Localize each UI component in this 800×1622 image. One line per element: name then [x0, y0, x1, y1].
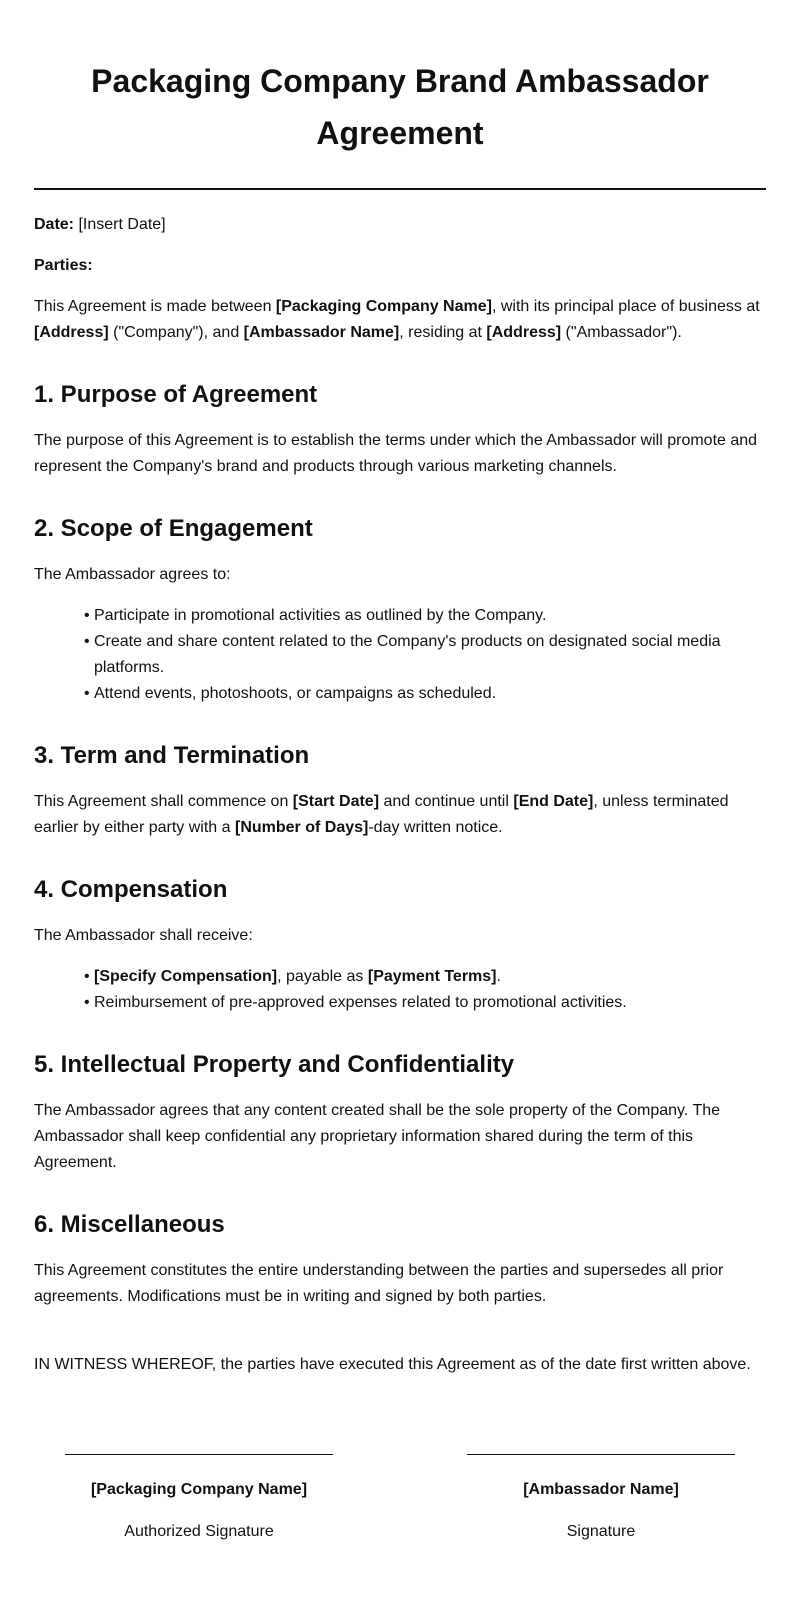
term-start-date: [Start Date] [292, 793, 380, 810]
intro-paragraph [34, 294, 766, 346]
term-text-4: -day written notice. [368, 819, 503, 836]
term-text-2: and continue until [379, 793, 514, 810]
term-text-1: This Agreement shall commence on [34, 793, 293, 810]
intro-text-1: This Agreement is made between [34, 298, 276, 315]
section-term [34, 740, 766, 841]
signature-area [34, 1454, 766, 1545]
intro-company: [Packaging Company Name] [275, 298, 492, 315]
bullet-glyph: • [84, 968, 90, 985]
intro-address-1: [Address] [34, 324, 109, 341]
signature-line [65, 1454, 333, 1455]
list-item [84, 681, 766, 707]
intro-text-2: , with its principal place of business at [491, 298, 760, 315]
signatory-role: Signature [566, 1523, 636, 1540]
compensation-text: , payable as [277, 968, 368, 985]
section-heading: 6. Miscellaneous [34, 1211, 225, 1238]
section-ip [34, 1049, 766, 1176]
list-item-text: Create and share content related to the Company's products on designated social media platforms. [94, 633, 721, 676]
list-item-text: Attend events, photoshoots, or campaigns as scheduled. [94, 685, 497, 702]
intro-text-4: , residing at [399, 324, 487, 341]
compensation-end: . [496, 968, 501, 985]
list-item-text: Reimbursement of pre-approved expenses related to promotional activities. [94, 994, 627, 1011]
section-lead: The Ambassador shall receive: [34, 927, 253, 944]
section-scope [34, 513, 766, 707]
bullet-glyph: • [84, 633, 90, 650]
compensation-amount: [Specify Compensation] [94, 968, 278, 985]
signature-line [467, 1454, 735, 1455]
term-text-3: , unless terminated earlier by either party with a [34, 793, 729, 836]
section-heading: 5. Intellectual Property and Confidentiality [34, 1051, 515, 1078]
section-heading: 1. Purpose of Agreement [34, 381, 318, 408]
term-notice-days: [Number of Days] [234, 819, 369, 836]
list-item [84, 964, 766, 990]
list-item [84, 629, 766, 681]
date-line [34, 212, 766, 238]
witness-clause: IN WITNESS WHEREOF, the parties have executed this Agreement as of the date first written above. [34, 1356, 751, 1373]
list-item [84, 990, 766, 1016]
section-compensation [34, 874, 766, 1016]
signatory-name: [Ambassador Name] [523, 1481, 679, 1498]
section-heading: 4. Compensation [34, 876, 228, 903]
compensation-list [34, 964, 766, 1016]
date-label: Date: [34, 216, 75, 233]
signature-block-ambassador [467, 1454, 735, 1545]
intro-text-3: ("Company"), and [108, 324, 244, 341]
bullet-glyph: • [84, 685, 90, 702]
section-paragraph [34, 789, 766, 841]
section-heading: 3. Term and Termination [34, 742, 310, 769]
list-item [84, 603, 766, 629]
intro-ambassador: [Ambassador Name] [243, 324, 400, 341]
bullet-glyph: • [84, 607, 90, 624]
document-title: Packaging Company Brand Ambassador Agreement [91, 63, 709, 151]
term-end-date: [End Date] [513, 793, 594, 810]
date-value: [Insert Date] [78, 216, 166, 233]
section-heading: 2. Scope of Engagement [34, 515, 313, 542]
intro-address-2: [Address] [486, 324, 562, 341]
intro-text-5: ("Ambassador"). [561, 324, 682, 341]
section-purpose [34, 379, 766, 480]
section-misc [34, 1209, 766, 1310]
parties-label: Parties: [34, 257, 93, 274]
signatory-role: Authorized Signature [124, 1523, 274, 1540]
parties-line [34, 253, 766, 279]
signature-block-company [65, 1454, 333, 1545]
scope-list [34, 603, 766, 707]
signatory-name: [Packaging Company Name] [90, 1481, 308, 1498]
section-paragraph: The Ambassador agrees that any content created shall be the sole property of the Company. The Ambassador shall keep confidential any proprietary information shared during the term of this Agreement. [34, 1102, 721, 1171]
bullet-glyph: • [84, 994, 90, 1011]
title-divider [34, 188, 766, 190]
list-item-text: Participate in promotional activities as outlined by the Company. [94, 607, 547, 624]
section-paragraph: The purpose of this Agreement is to establish the terms under which the Ambassador will promote and represent the Company's brand and products through various marketing channels. [34, 432, 758, 475]
section-lead: The Ambassador agrees to: [34, 566, 231, 583]
section-paragraph: This Agreement constitutes the entire understanding between the parties and supersedes all prior agreements. Modifications must be in writing and signed by both parties. [34, 1262, 724, 1305]
payment-terms: [Payment Terms] [367, 968, 497, 985]
